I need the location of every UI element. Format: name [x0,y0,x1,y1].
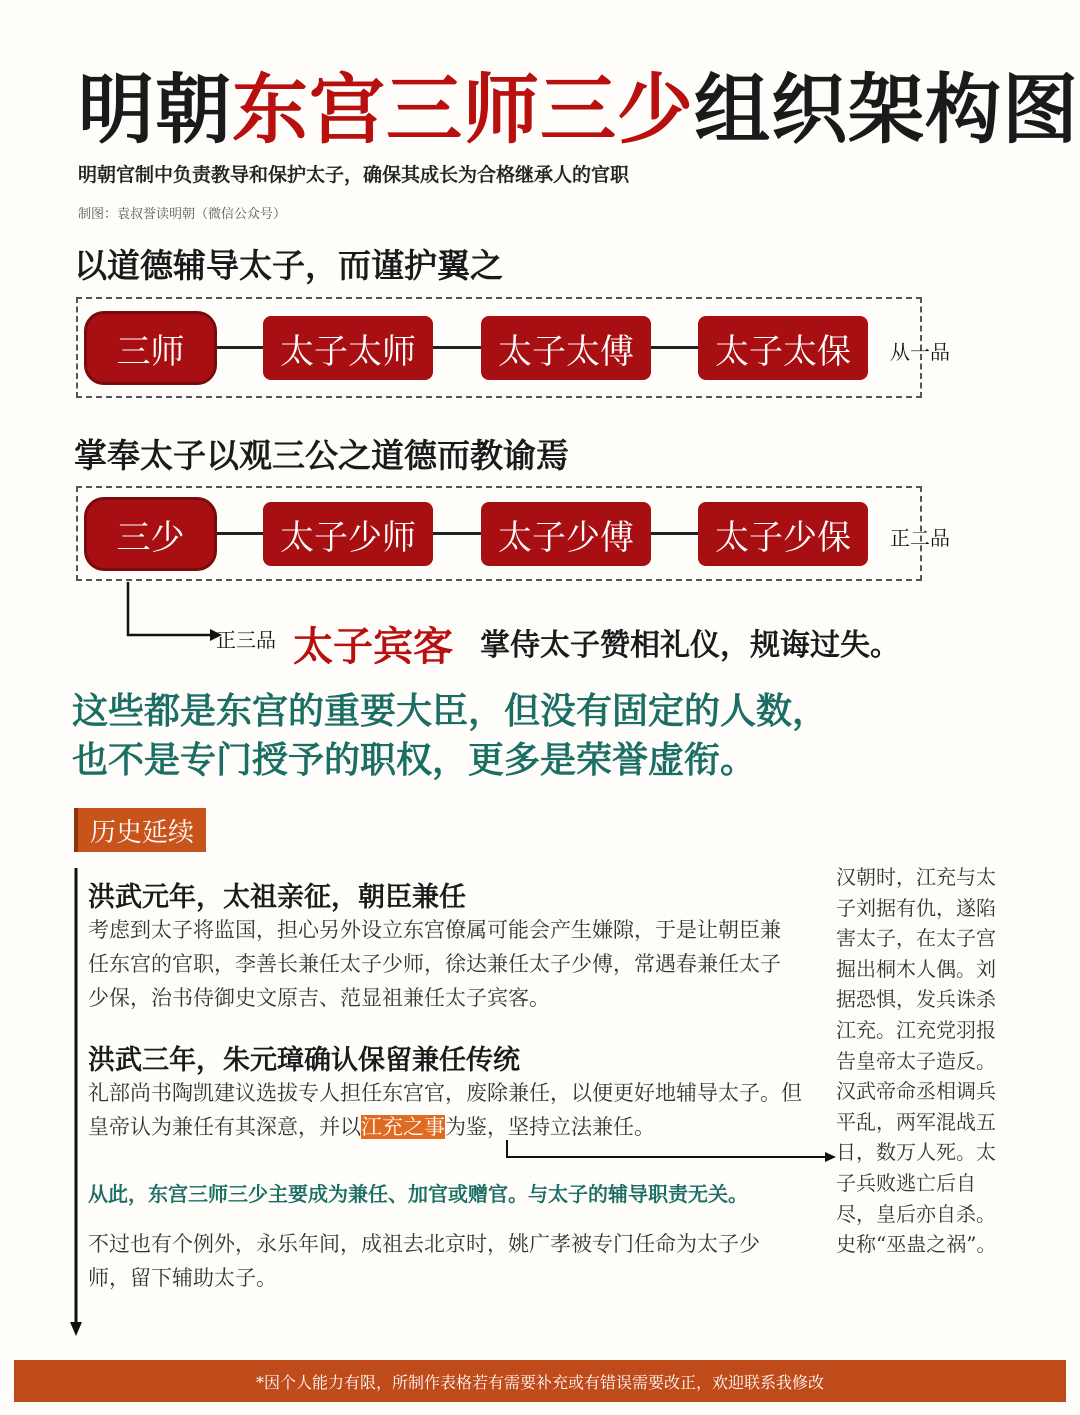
guest-rank-label: 正三品 [216,628,276,652]
title-part3: 组织架构图 [694,65,1079,154]
note-line: 这些都是东宫的重要大臣，但没有固定的人数， [72,690,829,732]
event-text [88,1076,818,1144]
page-title [78,65,1079,154]
sidenote-connector-arrow [505,1140,840,1166]
highlight-jiangchong: 江充之事 [361,1115,445,1139]
guest-title: 太子宾客 [293,623,453,670]
event-text-part: 礼部尚书陶凯建议选拔专人担任东宫官，废除兼任，以便更好地辅导太子。但皇帝认为兼任有其深意，并以 [88,1081,802,1139]
event-heading: 洪武元年，太祖亲征，朝臣兼任 [88,882,466,913]
member-pill: 太子太傅 [481,316,651,380]
history-conclusion: 从此，东宫三师三少主要成为兼任、加官或赠官。与太子的辅导职责无关。 [88,1182,748,1206]
member-pill: 太子少师 [263,502,433,566]
title-part2: 东宫三师三少 [232,65,694,154]
note-line: 也不是专门授予的职权，更多是荣誉虚衔。 [72,739,757,781]
rank-label: 正二品 [890,526,950,550]
history-label: 历史延续 [74,808,206,852]
member-pill: 太子太师 [263,316,433,380]
event-text: 考虑到太子将监国，担心另外设立东宫僚属可能会产生嫌隙，于是让朝臣兼任东宫的官职，李善长兼任太子少师，徐达兼任太子少傅，常遇春兼任太子少保，治书侍御史文原吉、范显祖兼任太子宾客。 [88,918,781,1010]
title-part1: 明朝 [78,65,232,154]
footer-note: *因个人能力有限，所制作表格若有需要补充或有错误需要改正，欢迎联系我修改 [14,1360,1066,1402]
group-pill-sanshao: 三少 [84,497,217,571]
guest-connector-arrow [118,580,228,650]
event-heading: 洪武三年，朱元璋确认保留兼任传统 [88,1045,520,1076]
member-pill: 太子少傅 [481,502,651,566]
group-pill-sanshi: 三师 [84,311,217,385]
member-pill: 太子少保 [698,502,868,566]
credit-line: 制图：袁叔誉读明朝（微信公众号） [78,207,287,222]
sidenote-text: 汉朝时，江充与太子刘据有仇，遂陷害太子，在太子宫掘出桐木人偶。刘据恐惧，发兵诛杀江充。江充党羽报告皇帝太子造反。汉武帝命丞相调兵平乱，两军混战五日，数万人死。太子兵败逃亡后自尽，皇后亦自杀。史称“巫蛊之祸”。 [836,865,997,1257]
page-subtitle: 明朝官制中负责教导和保护太子，确保其成长为合格继承人的官职 [78,164,630,186]
section1-heading: 以道德辅导太子，而谨护翼之 [74,246,503,285]
history-exception: 不过也有个例外，永乐年间，成祖去北京时，姚广孝被专门任命为太子少师，留下辅助太子。 [88,1232,760,1290]
event-text-part: 为鉴，坚持立法兼任。 [445,1115,655,1139]
member-pill: 太子太保 [698,316,868,380]
timeline-arrow [66,868,86,1340]
rank-label: 从一品 [890,340,950,364]
section2-heading: 掌奉太子以观三公之道德而教谕焉 [74,436,569,475]
guest-description: 掌侍太子赞相礼仪，规诲过失。 [480,628,900,663]
